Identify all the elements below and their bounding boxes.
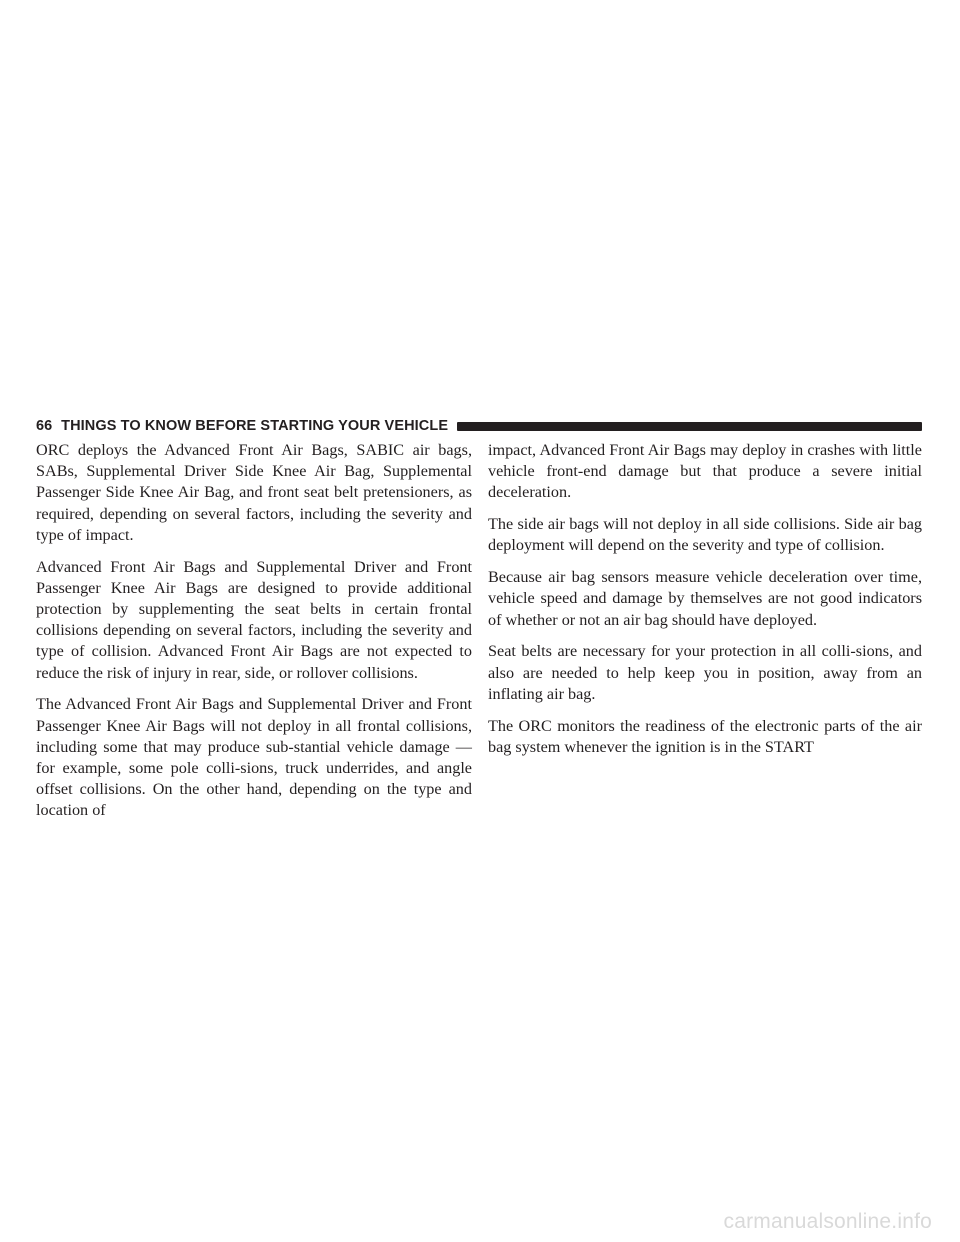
header-rule [457,422,922,431]
paragraph: The Advanced Front Air Bags and Supplemental Driver and Front Passenger Knee Air Bags will not deploy in all frontal collisions, including some that may produce sub-stantial vehicle damage — for example, some pole colli-sions, truck underrides, and angle offset collisions. On the other hand, depending on the type and location of [36,695,472,820]
right-column [488,440,922,769]
paragraph: impact, Advanced Front Air Bags may deploy in crashes with little vehicle front-end damage but that produce a severe initial deceleration. [488,441,922,502]
watermark: carmanualsonline.info [723,1210,932,1233]
paragraph: ORC deploys the Advanced Front Air Bags, SABIC air bags, SABs, Supplemental Driver Side Knee Air Bag, Supplemental Passenger Side Knee Air Bag, and front seat belt pretensioners, as required, depending on several factors, including the severity and type of impact. [36,441,472,544]
left-column [36,440,472,832]
paragraph: Seat belts are necessary for your protection in all colli-sions, and also are needed to help keep you in position, away from an inflating air bag. [488,642,922,703]
section-title: THINGS TO KNOW BEFORE STARTING YOUR VEHICLE [61,418,449,434]
paragraph: The ORC monitors the readiness of the electronic parts of the air bag system whenever the ignition is in the START [488,716,922,756]
page-number: 66 [36,418,53,434]
paragraph: The side air bags will not deploy in all side collisions. Side air bag deployment will depend on the severity and type of collision. [488,515,922,555]
paragraph: Because air bag sensors measure vehicle deceleration over time, vehicle speed and damage by themselves are not good indicators of whether or not an air bag should have deployed. [488,568,922,629]
paragraph: Advanced Front Air Bags and Supplemental Driver and Front Passenger Knee Air Bags are designed to provide additional protection by supplementing the seat belts in certain frontal collisions depending on several factors, including the severity and type of collision. Advanced Front Air Bags are not expected to reduce the risk of injury in rear, side, or rollover collisions. [36,557,472,682]
page-header [36,416,922,436]
